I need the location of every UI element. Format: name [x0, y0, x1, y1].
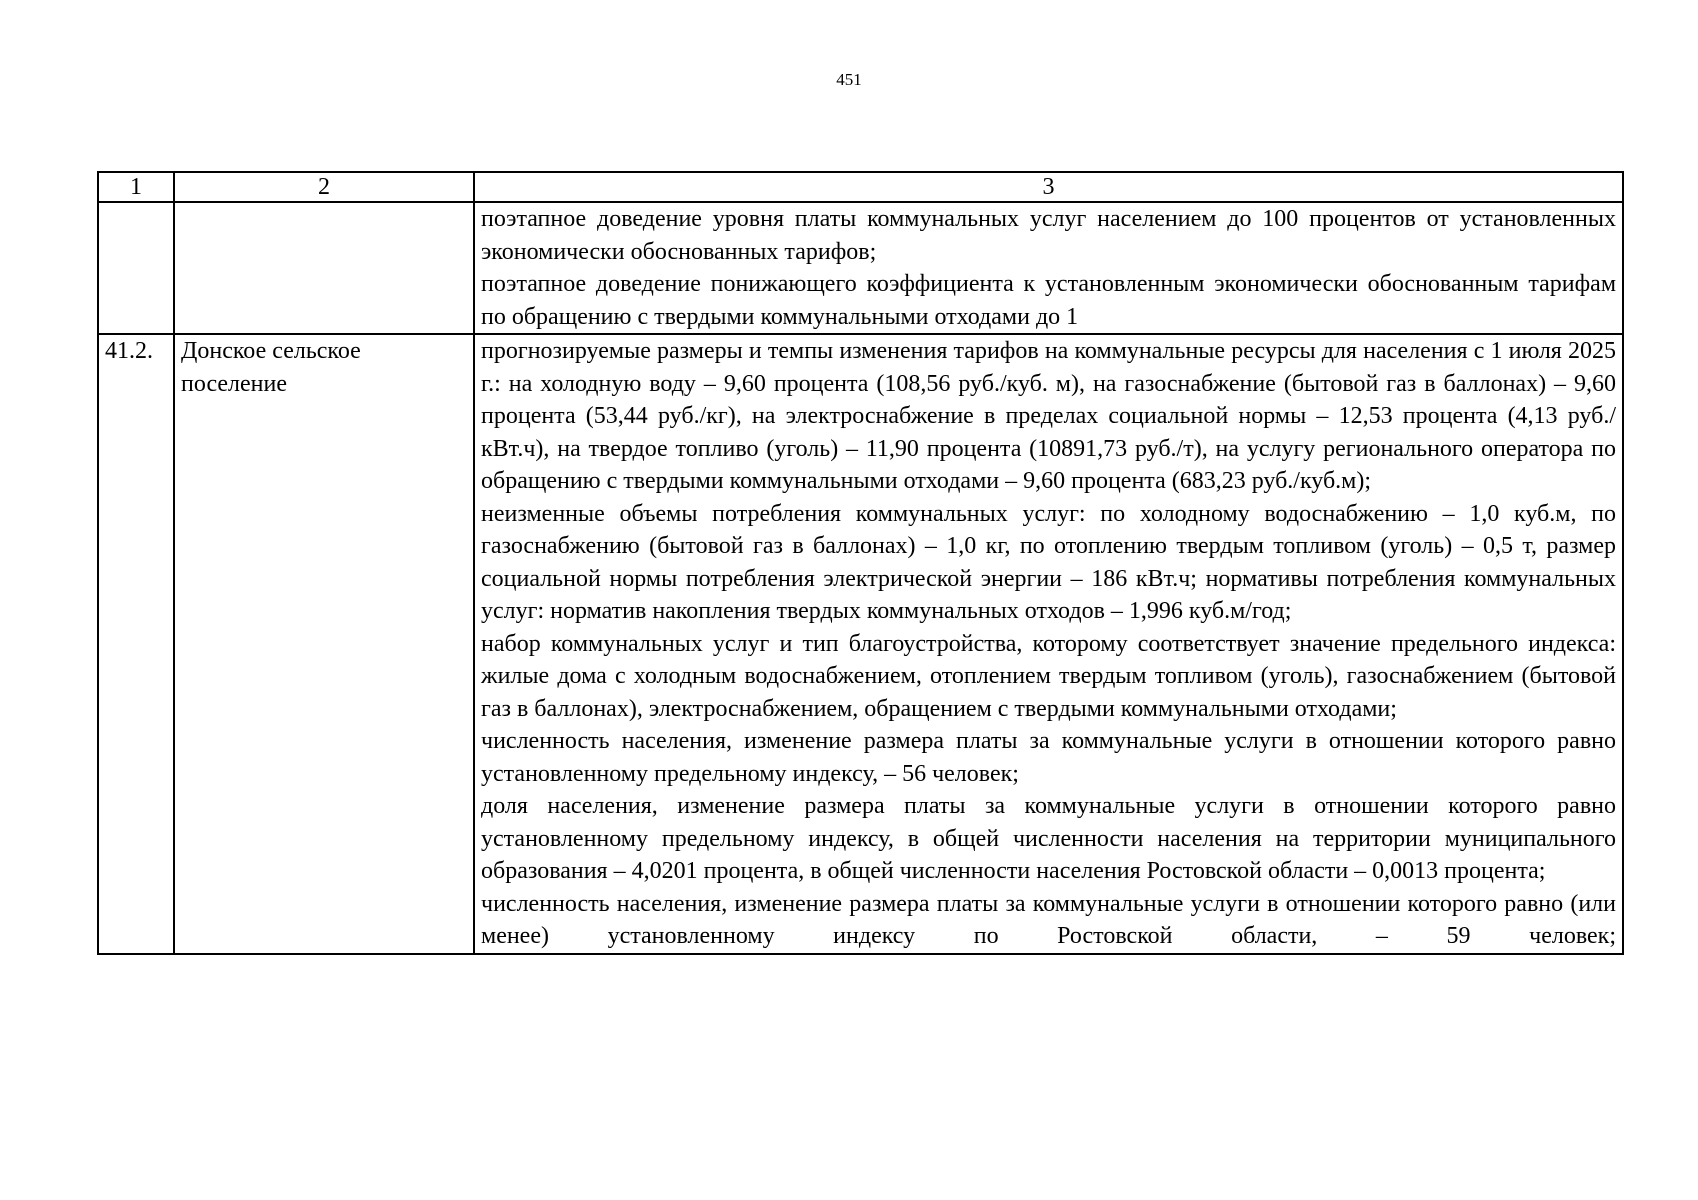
paragraph: доля населения, изменение размера платы за коммунальные услуги в отношении которого равно установленному предельному индексу, в общей численности населения на территории муниципального образования – 4,0201 процента, в общей численности населения Ростовской области – 0,0013 процента;: [481, 793, 1616, 884]
paragraph: численность населения, изменение размера платы за коммунальные услуги в отношении которого равно (или менее) установленному индексу по Ростовской области, – 59 человек;: [481, 890, 1616, 949]
header-col-3: 3: [474, 172, 1623, 202]
row-number: 41.2.: [98, 334, 174, 954]
paragraph: неизменные объемы потребления коммунальных услуг: по холодному водоснабжению – 1,0 куб.м, по газоснабжению (бытовой газ в баллонах) – 1,0 кг, по отоплению твердым топливом (уголь) – 0,5 т, размер социальной нормы потребления электрической энергии – 186 кВт.ч; нормативы потребления коммунальных услуг: норматив накопления твердых коммунальных отходов – 1,996 куб.м/год;: [481, 500, 1616, 624]
paragraph: набор коммунальных услуг и тип благоустройства, которому соответствует значение предельного индекса: жилые дома с холодным водоснабжением, отоплением твердым топливом (уголь), газоснабжением (бытовой газ в баллонах), электроснабжением, обращением с твердыми коммунальными отходами;: [481, 630, 1616, 722]
municipality-name: Донское сельское поселение: [174, 334, 474, 954]
paragraph: прогнозируемые размеры и темпы изменения тарифов на коммунальные ресурсы для населения с 1 июля 2025 г.: на холодную воду – 9,60 процента (108,56 руб./куб. м), на газоснабжение (бытовой газ в баллонах) – 9,60 процента (53,44 руб./кг), на электроснабжение в пределах социальной нормы – 12,53 процента (4,13 руб./кВт.ч), на твердое топливо (уголь) – 11,90 процента (10891,73 руб./т), на услугу регионального оператора по обращению с твердыми коммунальными отходами – 9,60 процента (683,23 руб./куб.м);: [481, 338, 1616, 494]
header-col-1: 1: [98, 172, 174, 202]
page-number: 451: [836, 70, 862, 89]
table-row-continuation: [98, 202, 1623, 334]
tariff-table: [97, 171, 1624, 955]
row-text: [474, 202, 1623, 334]
header-col-2: 2: [174, 172, 474, 202]
paragraph: поэтапное доведение уровня платы коммунальных услуг населением до 100 процентов от установленных экономически обоснованных тарифов;: [481, 206, 1616, 265]
table-row-41-2: [98, 334, 1623, 954]
paragraph: численность населения, изменение размера платы за коммунальные услуги в отношении которого равно установленному предельному индексу, – 56 человек;: [481, 728, 1616, 787]
table-header-row: [98, 172, 1623, 202]
municipality-name: [174, 202, 474, 334]
row-text: [474, 334, 1623, 954]
paragraph: поэтапное доведение понижающего коэффициента к установленным экономически обоснованным тарифам по обращению с твердыми коммунальными отходами до 1: [481, 271, 1616, 330]
row-number: [98, 202, 174, 334]
